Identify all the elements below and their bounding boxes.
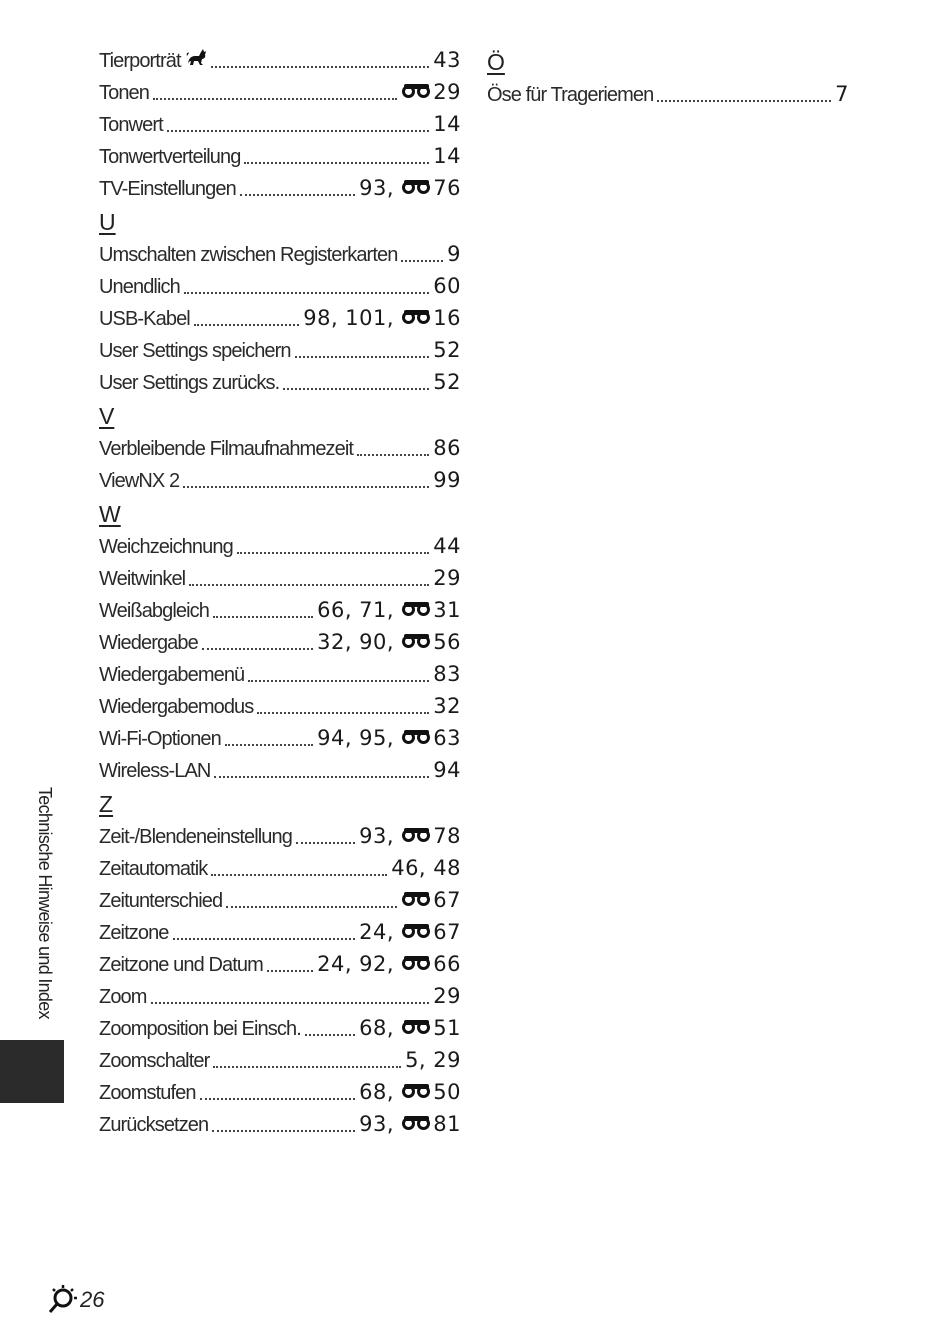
page-numbers: 52	[433, 338, 461, 362]
page-numbers: 44	[433, 534, 461, 558]
index-term: Zeit-/Blendeneinstellung	[99, 826, 292, 848]
index-entry	[99, 980, 461, 1012]
page-references	[433, 334, 461, 366]
index-term: Umschalten zwischen Registerkarten	[99, 244, 398, 266]
technical-notes-icon	[46, 1284, 78, 1316]
index-term: Wi-Fi-Optionen	[99, 728, 221, 750]
dot-leader	[226, 906, 397, 908]
index-term: Zoom	[99, 986, 147, 1008]
page-numbers: 60	[433, 274, 461, 298]
dot-leader	[214, 776, 429, 778]
dot-leader	[283, 388, 429, 390]
reference-page-number: 50	[433, 1080, 461, 1104]
dot-leader	[401, 260, 443, 262]
reference-section-icon	[401, 634, 432, 650]
dot-leader	[173, 938, 356, 940]
dot-leader	[211, 874, 387, 876]
page-numbers: 68,	[359, 1080, 395, 1104]
index-entry	[99, 562, 461, 594]
index-term: User Settings zurücks.	[99, 372, 280, 394]
page-numbers: 14	[433, 112, 461, 136]
index-term: Zoomposition bei Einsch.	[99, 1018, 301, 1040]
page-numbers: 52	[433, 370, 461, 394]
page-references	[401, 76, 461, 108]
reference-section-icon	[401, 828, 432, 844]
dot-leader	[189, 584, 429, 586]
index-term: Zeitzone und Datum	[99, 954, 263, 976]
index-entry	[99, 658, 461, 690]
index-section-letter: Z	[99, 791, 114, 817]
index-term: Weitwinkel	[99, 568, 186, 590]
page-numbers: 93,	[359, 1112, 395, 1136]
page-numbers: 66, 71,	[317, 598, 395, 622]
index-term: Wireless-LAN	[99, 760, 211, 782]
page-numbers: 14	[433, 144, 461, 168]
index-term: USB-Kabel	[99, 308, 190, 330]
page-references	[433, 44, 461, 76]
dot-leader	[240, 194, 355, 196]
page-numbers: 9	[447, 242, 461, 266]
index-section-letter: V	[99, 403, 115, 429]
page-numbers: 24,	[359, 920, 395, 944]
page-numbers: 98, 101,	[303, 306, 395, 330]
page-references	[433, 108, 461, 140]
dot-leader	[357, 454, 429, 456]
index-column-left	[99, 44, 461, 1140]
index-term: Zoomschalter	[99, 1050, 210, 1072]
index-term: Unendlich	[99, 276, 180, 298]
page-numbers: 29	[433, 984, 461, 1008]
index-term: Zeitautomatik	[99, 858, 208, 880]
index-entry	[99, 1076, 461, 1108]
page-numbers: 29	[433, 566, 461, 590]
dot-leader	[200, 1098, 356, 1100]
index-term: Wiedergabe	[99, 632, 198, 654]
page-number: 26	[80, 1287, 105, 1312]
index-entry	[99, 690, 461, 722]
reference-section-icon	[401, 730, 432, 746]
dot-leader	[153, 98, 397, 100]
index-term: Zoomstufen	[99, 1082, 196, 1104]
page-references	[433, 754, 461, 786]
reference-page-number: 81	[433, 1112, 461, 1136]
reference-page-number: 78	[433, 824, 461, 848]
index-entry	[99, 302, 461, 334]
page-references	[359, 1076, 461, 1108]
index-entry	[99, 238, 461, 270]
index-term: Tonen	[99, 82, 149, 104]
index-term: TV-Einstellungen	[99, 178, 236, 200]
dot-leader	[248, 680, 429, 682]
page-numbers: 83	[433, 662, 461, 686]
page-references	[317, 626, 461, 658]
index-entry	[99, 530, 461, 562]
reference-page-number: 67	[433, 920, 461, 944]
page-references	[433, 562, 461, 594]
dot-leader	[257, 712, 429, 714]
reference-section-icon	[401, 892, 432, 908]
page-references	[433, 140, 461, 172]
index-term: User Settings speichern	[99, 340, 291, 362]
dot-leader	[305, 1034, 355, 1036]
index-term: Tonwert	[99, 114, 163, 136]
index-term: Weichzeichnung	[99, 536, 233, 558]
index-entry	[99, 172, 461, 204]
dot-leader	[151, 1002, 430, 1004]
reference-page-number: 67	[433, 888, 461, 912]
page-references	[433, 270, 461, 302]
reference-section-icon	[401, 602, 432, 618]
page-numbers: 32, 90,	[317, 630, 395, 654]
page-numbers: 32	[433, 694, 461, 718]
index-entry	[99, 754, 461, 786]
page-numbers: 86	[433, 436, 461, 460]
page-references	[433, 464, 461, 496]
dot-leader	[211, 66, 430, 68]
index-column-right	[487, 44, 849, 110]
page-numbers: 94	[433, 758, 461, 782]
index-term: Öse für Trageriemen	[487, 84, 654, 106]
index-entry	[99, 820, 461, 852]
reference-page-number: 76	[433, 176, 461, 200]
dot-leader	[267, 970, 313, 972]
page-numbers: 43	[433, 48, 461, 72]
page-references	[359, 1012, 461, 1044]
page-references	[317, 594, 461, 626]
index-entry	[99, 334, 461, 366]
chapter-side-label: Technische Hinweise und Index	[35, 787, 55, 1019]
dot-leader	[184, 292, 429, 294]
dot-leader	[244, 162, 429, 164]
reference-page-number: 51	[433, 1016, 461, 1040]
page-numbers: 93,	[359, 176, 395, 200]
index-entry	[99, 140, 461, 172]
index-term: Tonwertverteilung	[99, 146, 241, 168]
index-term: Wiedergabemenü	[99, 664, 245, 686]
dot-leader	[194, 324, 299, 326]
page-references	[317, 722, 461, 754]
reference-page-number: 31	[433, 598, 461, 622]
page-references	[433, 980, 461, 1012]
page-references	[447, 238, 461, 270]
page-references	[433, 658, 461, 690]
index-entry	[99, 916, 461, 948]
page-references	[359, 820, 461, 852]
dot-leader	[295, 356, 430, 358]
page-references	[433, 366, 461, 398]
dot-leader	[167, 130, 430, 132]
page-references	[359, 172, 461, 204]
index-section-letter: Ö	[487, 49, 505, 75]
index-entry	[99, 626, 461, 658]
dot-leader	[213, 1066, 401, 1068]
page-references	[401, 884, 461, 916]
index-term: ViewNX 2	[99, 470, 180, 492]
reference-page-number: 63	[433, 726, 461, 750]
page-numbers: 24, 92,	[317, 952, 395, 976]
page-references	[391, 852, 461, 884]
index-entry	[99, 594, 461, 626]
index-entry	[99, 884, 461, 916]
reference-section-icon	[401, 956, 432, 972]
index-term: Zeitunterschied	[99, 890, 223, 912]
index-section-letter: W	[99, 501, 121, 527]
reference-section-icon	[401, 1116, 432, 1132]
index-entry	[99, 1044, 461, 1076]
index-entry	[99, 432, 461, 464]
dot-leader	[202, 648, 313, 650]
index-entry	[99, 76, 461, 108]
index-entry	[99, 108, 461, 140]
page-references	[359, 916, 461, 948]
reference-section-icon	[401, 924, 432, 940]
dot-leader	[296, 842, 355, 844]
chapter-tab-marker	[0, 1040, 64, 1103]
page-references	[359, 1108, 461, 1140]
reference-page-number: 16	[433, 306, 461, 330]
page-references	[433, 690, 461, 722]
index-entry	[99, 722, 461, 754]
index-entry	[99, 1012, 461, 1044]
page-numbers: 46, 48	[391, 856, 461, 880]
dot-leader	[657, 100, 831, 102]
index-term: Verbleibende Filmaufnahmezeit	[99, 438, 354, 460]
index-section-letter: U	[99, 209, 116, 235]
dot-leader	[225, 744, 313, 746]
page-references	[433, 432, 461, 464]
page-references	[433, 530, 461, 562]
reference-section-icon	[401, 84, 432, 100]
index-term: Zurücksetzen	[99, 1114, 209, 1136]
index-term: Wiedergabemodus	[99, 696, 254, 718]
page-references	[317, 948, 461, 980]
page-numbers: 5, 29	[405, 1048, 461, 1072]
index-entry	[99, 44, 461, 76]
index-entry	[99, 1108, 461, 1140]
reference-page-number: 56	[433, 630, 461, 654]
page-references	[835, 78, 849, 110]
page-numbers: 68,	[359, 1016, 395, 1040]
page-references	[405, 1044, 461, 1076]
dot-leader	[237, 552, 429, 554]
page-numbers: 94, 95,	[317, 726, 395, 750]
index-entry	[99, 852, 461, 884]
reference-section-icon	[401, 1084, 432, 1100]
page-numbers: 99	[433, 468, 461, 492]
pet-portrait-icon	[185, 45, 207, 77]
dot-leader	[212, 1130, 355, 1132]
index-term: Zeitzone	[99, 922, 169, 944]
page-numbers: 93,	[359, 824, 395, 848]
reference-section-icon	[401, 1020, 432, 1036]
page-references	[303, 302, 461, 334]
page-footer	[46, 1284, 104, 1316]
index-entry	[99, 464, 461, 496]
index-term: Weißabgleich	[99, 600, 210, 622]
reference-section-icon	[401, 180, 432, 196]
reference-section-icon	[401, 310, 432, 326]
index-entry	[99, 366, 461, 398]
index-entry	[487, 78, 849, 110]
index-entry	[99, 270, 461, 302]
dot-leader	[183, 486, 429, 488]
dot-leader	[213, 616, 313, 618]
index-entry	[99, 948, 461, 980]
reference-page-number: 29	[433, 80, 461, 104]
reference-page-number: 66	[433, 952, 461, 976]
index-term: Tierporträt	[99, 50, 181, 72]
page-numbers: 7	[835, 82, 849, 106]
